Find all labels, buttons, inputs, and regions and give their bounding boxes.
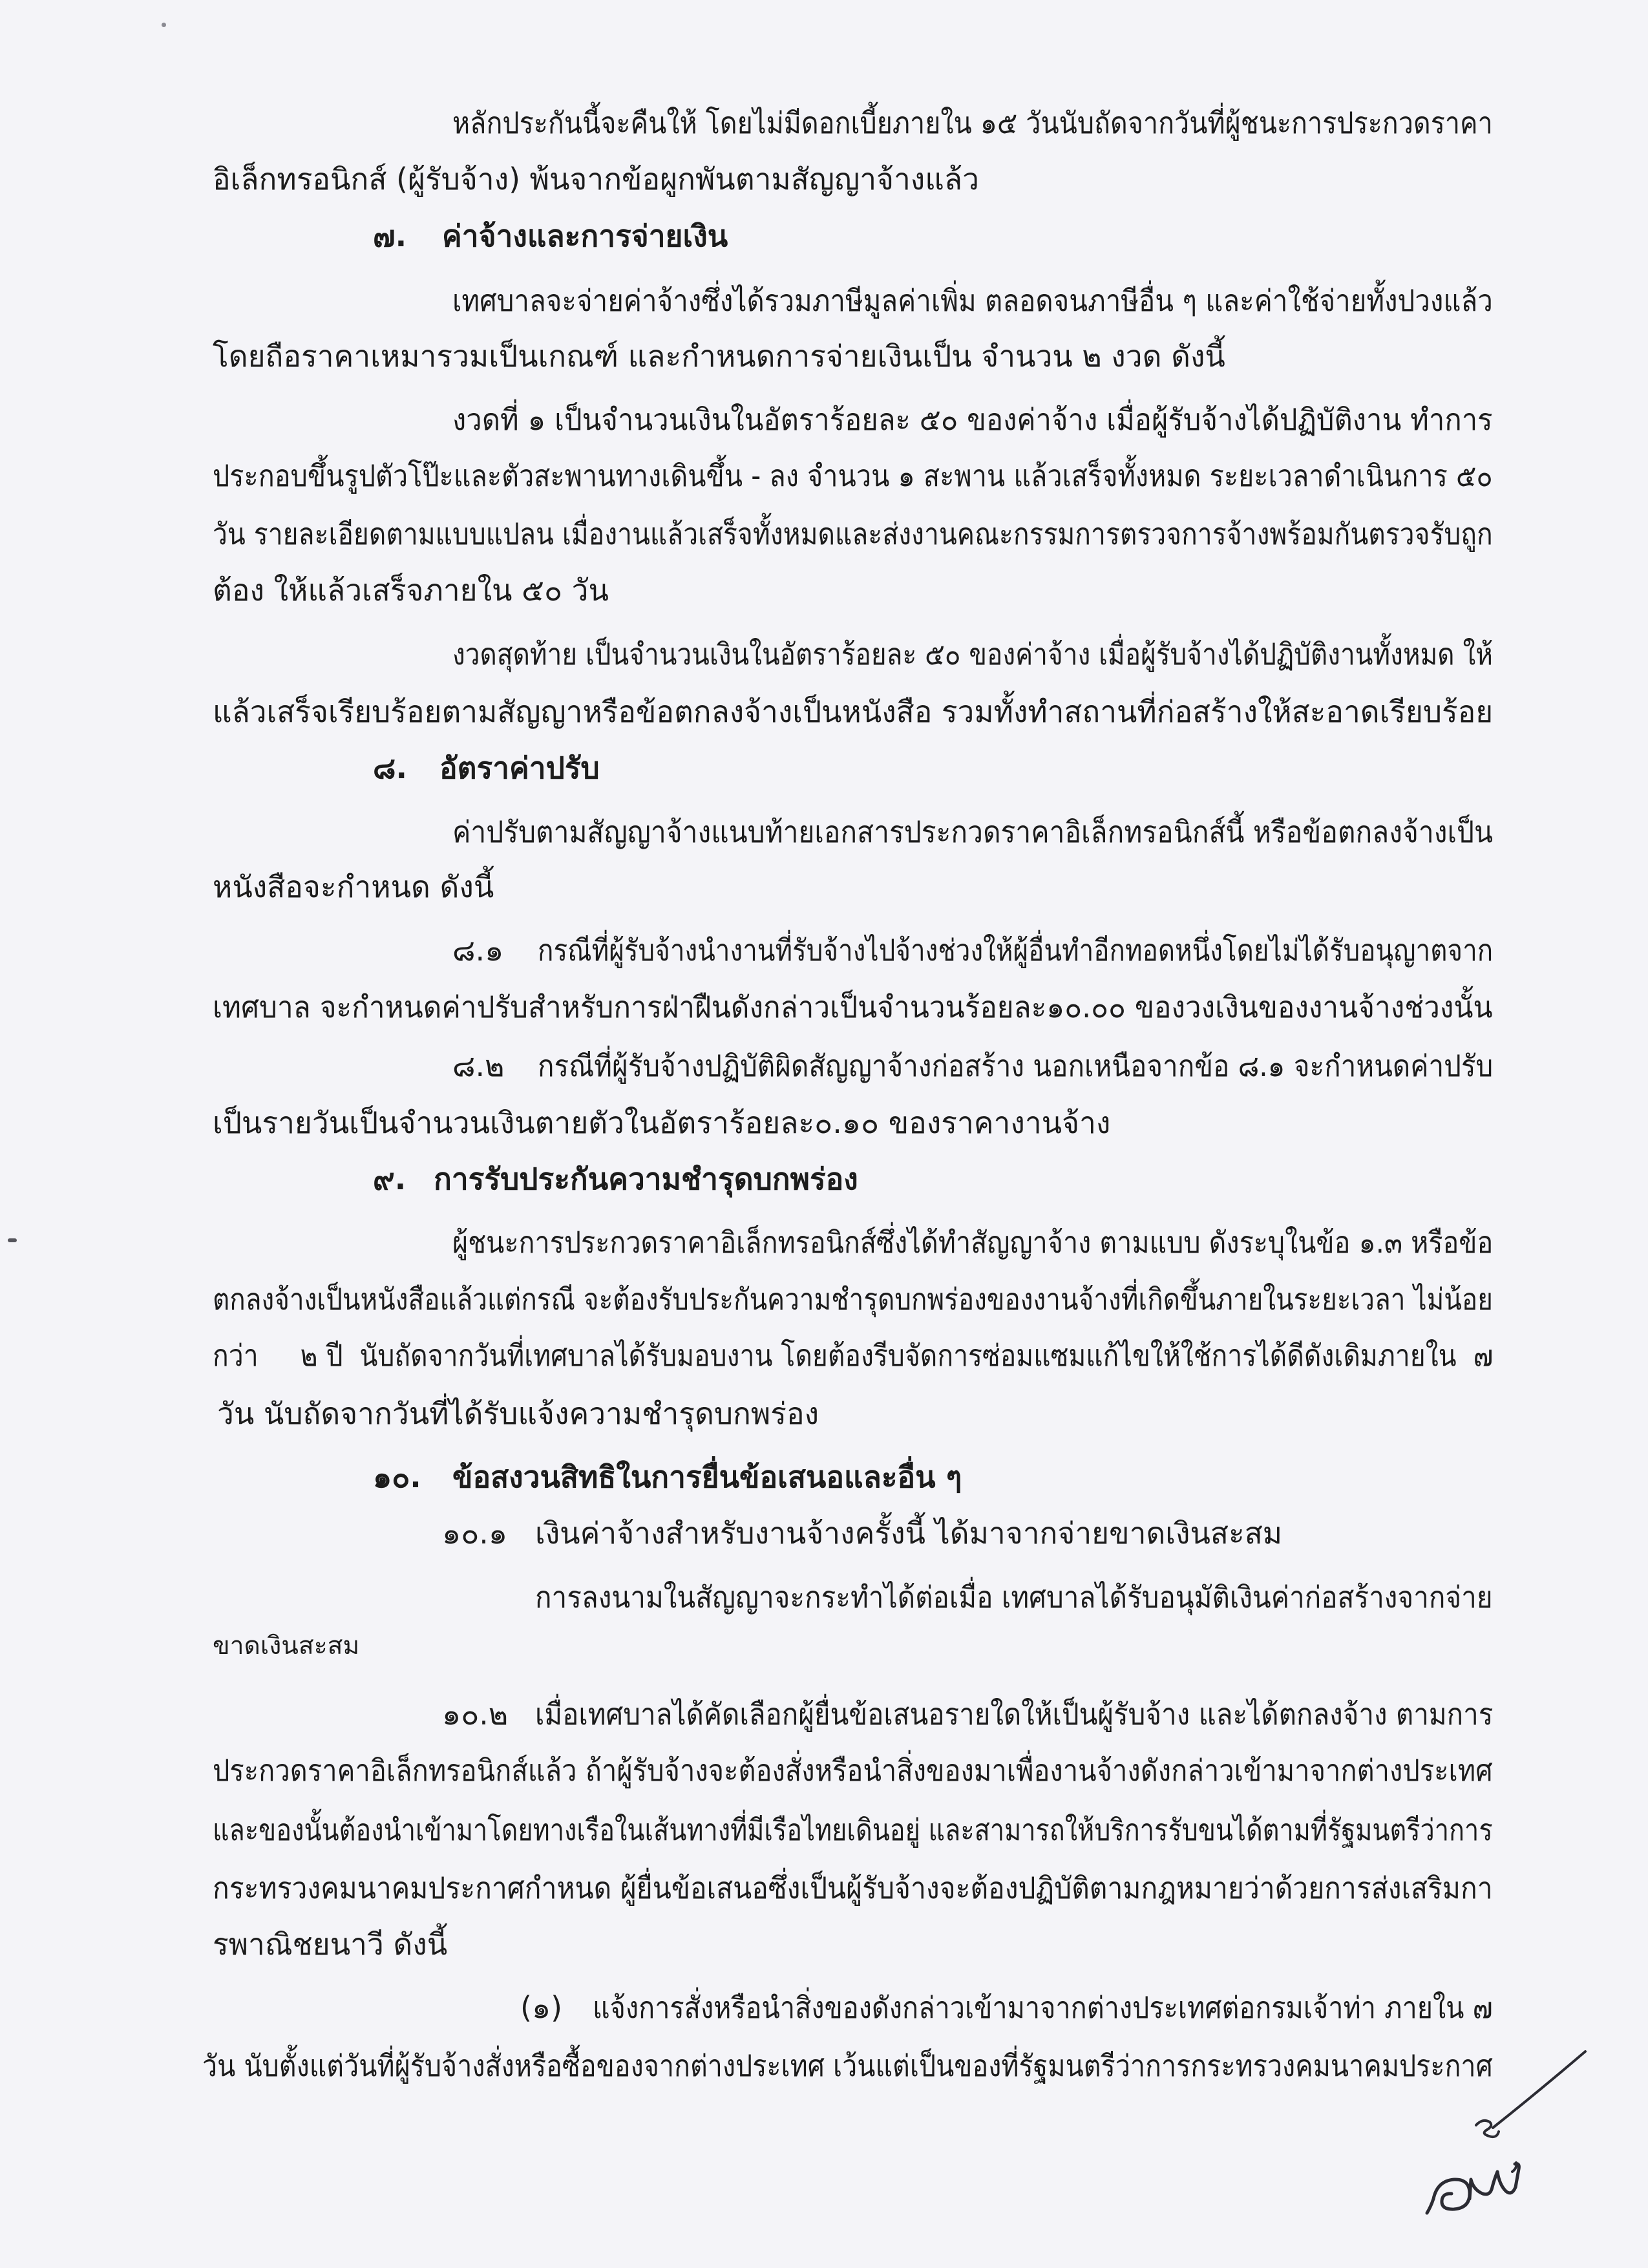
- body-line: ประกวดราคาอิเล็กทรอนิกส์แล้ว ถ้าผู้รับจ้างจะต้องสั่งหรือนำสิ่งของมาเพื่องานจ้างดังกล่าวเข้ามาจากต่างประเทศ: [213, 1753, 1493, 1788]
- body-line: หนังสือจะกำหนด ดังนี้: [213, 869, 494, 904]
- body-line: งวดสุดท้าย เป็นจำนวนเงินในอัตราร้อยละ ๕๐ ของค่าจ้าง เมื่อผู้รับจ้างได้ปฏิบัติงานทั้งหมด ให้: [452, 637, 1493, 672]
- body-line: ค่าปรับตามสัญญาจ้างแนบท้ายเอกสารประกวดราคาอิเล็กทรอนิกส์นี้ หรือข้อตกลงจ้างเป็น: [452, 814, 1493, 849]
- clause-label: (๑): [520, 1990, 563, 2025]
- body-line: การลงนามในสัญญาจะกระทำได้ต่อเมื่อ เทศบาลได้รับอนุมัติเงินค่าก่อสร้างจากจ่าย: [535, 1580, 1493, 1615]
- body-line: รพาณิชยนาวี ดังนี้: [213, 1927, 448, 1962]
- body-line: กรณีที่ผู้รับจ้างนำงานที่รับจ้างไปจ้างช่วงให้ผู้อื่นทำอีกทอดหนึ่งโดยไม่ได้รับอนุญาตจาก: [538, 933, 1494, 968]
- body-line: งวดที่ ๑ เป็นจำนวนเงินในอัตราร้อยละ ๕๐ ของค่าจ้าง เมื่อผู้รับจ้างได้ปฏิบัติงาน ทำการ: [452, 402, 1493, 437]
- body-line: กรณีที่ผู้รับจ้างปฏิบัติผิดสัญญาจ้างก่อสร้าง นอกเหนือจากข้อ ๘.๑ จะกำหนดค่าปรับ: [538, 1048, 1494, 1083]
- body-line: เทศบาล จะกำหนดค่าปรับสำหรับการฝ่าฝืนดังกล่าวเป็นจำนวนร้อยละ๑๐.๐๐ ของวงเงินของงานจ้างช่วงนั้น: [213, 990, 1493, 1024]
- scan-speck: [8, 1238, 17, 1242]
- body-line: อิเล็กทรอนิกส์ (ผู้รับจ้าง) พ้นจากข้อผูกพันตามสัญญาจ้างแล้ว: [213, 162, 979, 196]
- section-title: ข้อสงวนสิทธิในการยื่นข้อเสนอและอื่น ๆ: [452, 1459, 962, 1494]
- section-number: ๗.: [373, 218, 407, 253]
- body-line: เทศบาลจะจ่ายค่าจ้างซึ่งได้รวมภาษีมูลค่าเพิ่ม ตลอดจนภาษีอื่น ๆ และค่าใช้จ่ายทั้งปวงแล้ว: [452, 283, 1493, 318]
- section-number: ๑๐.: [373, 1459, 421, 1494]
- body-line: และของนั้นต้องนำเข้ามาโดยทางเรือในเส้นทางที่มีเรือไทยเดินอยู่ และสามารถให้บริการรับขนได้ตามที่รัฐมนตรีว่าการ: [213, 1812, 1493, 1847]
- body-line: วัน รายละเอียดตามแบบแปลน เมื่องานแล้วเสร็จทั้งหมดและส่งงานคณะกรรมการตรวจการจ้างพร้อมกันตรวจรับถูก: [213, 516, 1493, 551]
- body-line: เป็นรายวันเป็นจำนวนเงินตายตัวในอัตราร้อยละ๐.๑๐ ของราคางานจ้าง: [213, 1105, 1111, 1140]
- body-line: เงินค่าจ้างสำหรับงานจ้างครั้งนี้ ได้มาจากจ่ายขาดเงินสะสม: [535, 1516, 1283, 1551]
- body-line: วัน นับถัดจากวันที่ได้รับแจ้งความชำรุดบกพร่อง: [217, 1396, 819, 1431]
- scan-speck: [162, 23, 166, 27]
- section-number: ๙.: [373, 1161, 407, 1196]
- signature: [1389, 2030, 1609, 2236]
- body-line: ขาดเงินสะสม: [213, 1631, 360, 1660]
- section-title: การรับประกันความชำรุดบกพร่อง: [434, 1161, 858, 1196]
- body-line: ต้อง ให้แล้วเสร็จภายใน ๕๐ วัน: [213, 573, 609, 608]
- body-line: ผู้ชนะการประกวดราคาอิเล็กทรอนิกส์ซึ่งได้ทำสัญญาจ้าง ตามแบบ ดังระบุในข้อ ๑.๓ หรือข้อ: [452, 1225, 1494, 1260]
- body-line: เมื่อเทศบาลได้คัดเลือกผู้ยื่นข้อเสนอรายใดให้เป็นผู้รับจ้าง และได้ตกลงจ้าง ตามการ: [535, 1697, 1494, 1732]
- clause-label: ๘.๒: [452, 1048, 505, 1083]
- body-line: กระทรวงคมนาคมประกาศกำหนด ผู้ยื่นข้อเสนอซึ่งเป็นผู้รับจ้างจะต้องปฏิบัติตามกฎหมายว่าด้วยการส่งเสริมกา: [213, 1871, 1493, 1905]
- body-line: โดยถือราคาเหมารวมเป็นเกณฑ์ และกำหนดการจ่ายเงินเป็น จำนวน ๒ งวด ดังนี้: [213, 339, 1225, 374]
- body-line: แจ้งการสั่งหรือนำสิ่งของดังกล่าวเข้ามาจากต่างประเทศต่อกรมเจ้าท่า ภายใน ๗: [593, 1990, 1493, 2025]
- body-line: ตกลงจ้างเป็นหนังสือแล้วแต่กรณี จะต้องรับประกันความชำรุดบกพร่องของงานจ้างที่เกิดขึ้นภายในระยะเวลา ไม่น้อย: [213, 1282, 1493, 1317]
- clause-label: ๑๐.๒: [442, 1697, 509, 1732]
- clause-label: ๘.๑: [452, 933, 504, 968]
- section-number: ๘.: [373, 750, 407, 785]
- body-line: หลักประกันนี้จะคืนให้ โดยไม่มีดอกเบี้ยภายใน ๑๕ วันนับถัดจากวันที่ผู้ชนะการประกวดราคา: [452, 105, 1493, 140]
- body-line: ประกอบขึ้นรูปตัวโป๊ะและตัวสะพานทางเดินขึ้น - ลง จำนวน ๑ สะพาน แล้วเสร็จทั้งหมด ระยะเวลาดำเนินการ ๕๐: [213, 458, 1493, 493]
- clause-label: ๑๐.๑: [442, 1516, 508, 1551]
- section-title: ค่าจ้างและการจ่ายเงิน: [442, 218, 728, 253]
- body-line: วัน นับตั้งแต่วันที่ผู้รับจ้างสั่งหรือซื้อของจากต่างประเทศ เว้นแต่เป็นของที่รัฐมนตรีว่าการกระทรวงคมนาคมประกาศ: [202, 2048, 1493, 2083]
- body-line: แล้วเสร็จเรียบร้อยตามสัญญาหรือข้อตกลงจ้างเป็นหนังสือ รวมทั้งทำสถานที่ก่อสร้างให้สะอาดเรียบร้อย: [213, 694, 1494, 729]
- body-line: กว่า ๒ ปี นับถัดจากวันที่เทศบาลได้รับมอบงาน โดยต้องรีบจัดการซ่อมแซมแก้ไขให้ใช้การได้ดีดังเดิมภายใน ๗: [213, 1338, 1494, 1373]
- section-title: อัตราค่าปรับ: [439, 750, 600, 785]
